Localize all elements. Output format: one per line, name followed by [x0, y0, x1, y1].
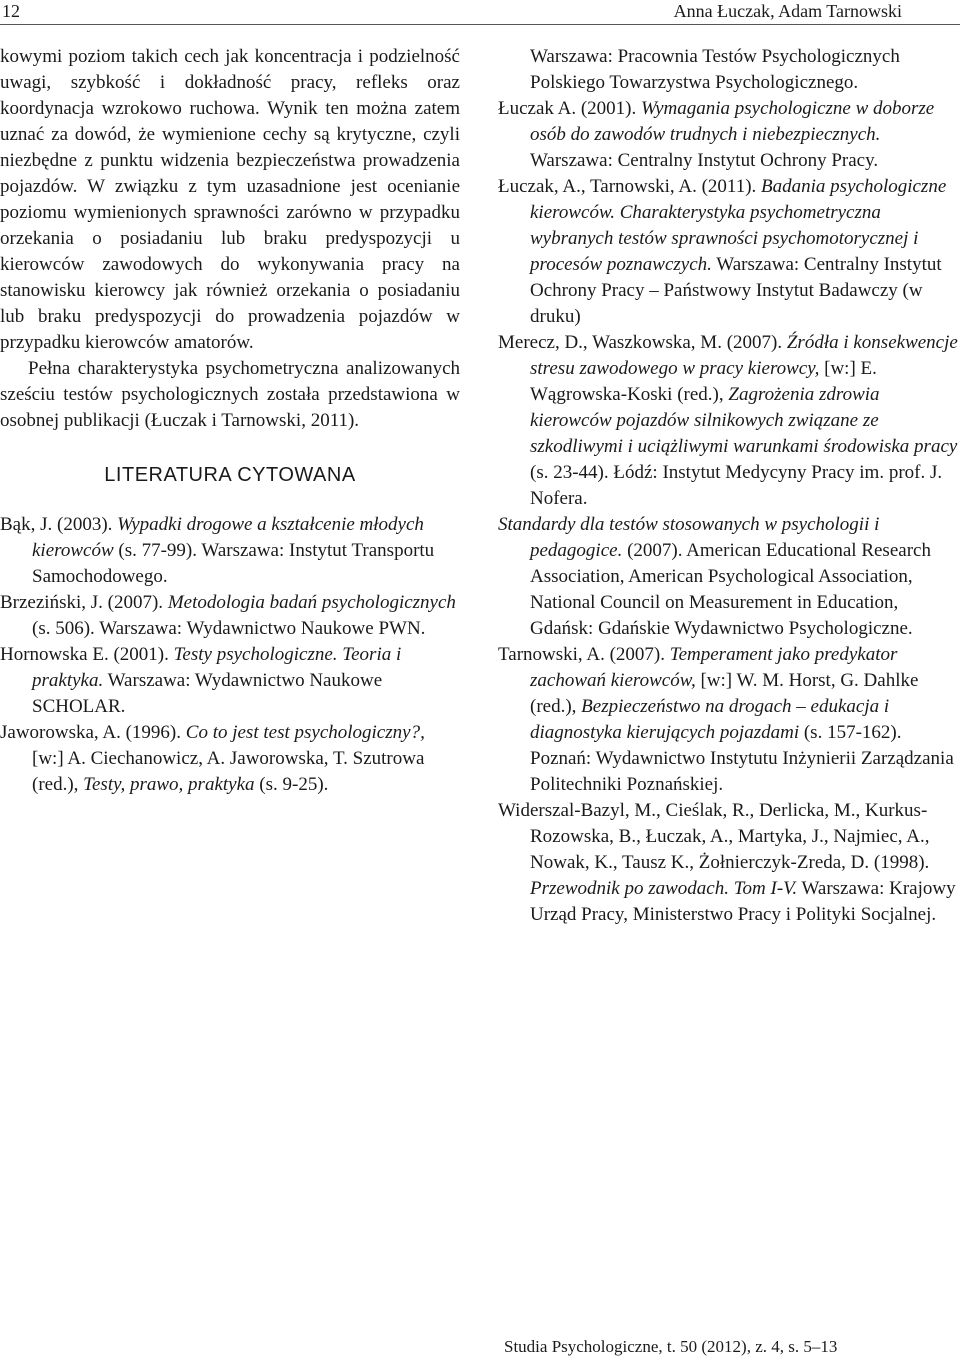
- ref-authors: Brzeziński, J. (2007).: [0, 592, 168, 613]
- reference-entry: [498, 174, 958, 330]
- journal-footer: Studia Psychologiczne, t. 50 (2012), z. 4, s. 5–13: [504, 1337, 838, 1356]
- ref-details-2: (s. 23-44). Łódź: Instytut Medycyny Pracy im. prof. J. Nofera.: [530, 462, 943, 509]
- ref-title-2: Bezpieczeństwo na drogach – edukacja i diagnostyka kierujących pojazdami: [530, 696, 890, 743]
- reference-entry: [0, 512, 460, 590]
- header-rule: [0, 24, 960, 25]
- ref-details: (s. 506). Warszawa: Wydawnictwo Naukowe PWN.: [32, 618, 426, 639]
- ref-title-2: Testy, prawo, praktyka: [83, 774, 255, 795]
- ref-authors: Bąk, J. (2003).: [0, 514, 118, 535]
- body-paragraph-2: Pełna charakterystyka psychometryczna analizowanych sześciu testów psychologicznych została przedstawiona w osobnej publikacji (Łuczak i Tarnowski, 2011).: [0, 358, 460, 431]
- ref-title: Badania psychologiczne kierowców. Charakterystyka psychometryczna wybranych testów sprawności psychomotorycznej i procesów poznawczych.: [530, 176, 947, 275]
- ref-title: Metodologia badań psychologicznych: [167, 592, 456, 613]
- ref-title: Co to jest test psychologiczny?,: [185, 722, 425, 743]
- ref-title: Wypadki drogowe a kształcenie młodych kierowców: [32, 514, 424, 561]
- reference-continuation: Warszawa: Pracownia Testów Psychologicznych Polskiego Towarzystwa Psychologicznego.: [530, 46, 900, 93]
- running-head-authors: Anna Łuczak, Adam Tarnowski: [673, 1, 902, 21]
- ref-details: Warszawa: Centralny Instytut Ochrony Pracy – Państwowy Instytut Badawczy (w druku): [530, 254, 942, 327]
- ref-authors: Hornowska E. (2001).: [0, 644, 174, 665]
- ref-title: Temperament jako predykator zachowań kierowców,: [530, 644, 898, 691]
- ref-details: [w:] A. Ciechanowicz, A. Jaworowska, T. Szutrowa (red.),: [32, 748, 425, 795]
- right-column: [498, 44, 958, 928]
- page-number: 12: [2, 1, 20, 21]
- ref-title-2: Zagrożenia zdrowia kierowców pojazdów silnikowych związane ze szkodliwymi i uciążliwymi warunkami środowiska pracy: [530, 384, 958, 457]
- ref-details: Warszawa: Centralny Instytut Ochrony Pracy.: [530, 150, 879, 171]
- section-title: LITERATURA CYTOWANA: [104, 464, 356, 486]
- ref-authors: Łuczak, A., Tarnowski, A. (2011).: [498, 176, 762, 197]
- reference-entry: [498, 96, 958, 174]
- ref-details: (2007). American Educational Research Association, American Psychological Association, National Council on Measurement in Education, Gdańsk: Gdańskie Wydawnictwo Psychologiczne.: [530, 540, 931, 639]
- ref-title: Źródła i konsekwencje stresu zawodowego w pracy kierowcy,: [530, 332, 958, 379]
- ref-details: Warszawa: Krajowy Urząd Pracy, Ministerstwo Pracy i Polityki Socjalnej.: [530, 878, 956, 925]
- ref-authors: Widerszal-Bazyl, M., Cieślak, R., Derlicka, M., Kurkus-Rozowska, B., Łuczak, A., Martyka, J., Najmiec, A., Nowak, K., Tausz K., Żołnierczyk-Zreda, D. (1998).: [498, 800, 930, 873]
- reference-entry: [0, 642, 460, 720]
- ref-details: [w:] E. Wągrowska-Koski (red.),: [530, 358, 877, 405]
- ref-title: Wymagania psychologiczne w doborze osób do zawodów trudnych i niebezpiecznych.: [530, 98, 935, 145]
- ref-details: [w:] W. M. Horst, G. Dahlke (red.),: [530, 670, 919, 717]
- left-column: [0, 44, 460, 798]
- reference-entry: [498, 512, 958, 642]
- ref-details-2: (s. 9-25).: [254, 774, 329, 795]
- ref-details: Warszawa: Wydawnictwo Naukowe SCHOLAR.: [32, 670, 383, 717]
- ref-details: (s. 77-99). Warszawa: Instytut Transportu Samochodowego.: [32, 540, 435, 587]
- ref-authors: Łuczak A. (2001).: [498, 98, 641, 119]
- body-paragraph-1: kowymi poziom takich cech jak koncentracja i podzielność uwagi, szybkość i dokładność pracy, refleks oraz koordynacja wzrokowo ruchowa. Wynik ten można zatem uznać za dowód, że wymienione cechy są krytyczne, czyli niezbędne z punktu widzenia bezpieczeństwa prowadzenia pojazdów. W związku z tym uzasadnione jest ocenianie poziomu wymienionych sprawności zarówno w przypadku orzekania o posiadaniu lub braku predyspozycji u kierowców zawodowych do wykonywania pracy na stanowisku kierowcy jak również orzekania o posiadaniu lub braku predyspozycji do prowadzenia pojazdów w przypadku kierowców amatorów.: [0, 46, 460, 353]
- ref-title: Standardy dla testów stosowanych w psychologii i pedagogice.: [498, 514, 880, 561]
- ref-title: Przewodnik po zawodach. Tom I-V.: [530, 878, 798, 899]
- reference-entry: [0, 590, 460, 642]
- ref-details-2: (s. 157-162). Poznań: Wydawnictwo Instytutu Inżynierii Zarządzania Politechniki Poznańskiej.: [530, 722, 954, 795]
- ref-authors: Merecz, D., Waszkowska, M. (2007).: [498, 332, 787, 353]
- ref-authors: Tarnowski, A. (2007).: [498, 644, 670, 665]
- ref-authors: Jaworowska, A. (1996).: [0, 722, 186, 743]
- reference-entry: [0, 720, 460, 798]
- reference-entry: [498, 330, 958, 512]
- reference-entry: [498, 642, 958, 798]
- reference-entry: [498, 798, 958, 928]
- ref-title: Testy psychologiczne. Teoria i praktyka.: [32, 644, 402, 691]
- running-head: [0, 0, 960, 24]
